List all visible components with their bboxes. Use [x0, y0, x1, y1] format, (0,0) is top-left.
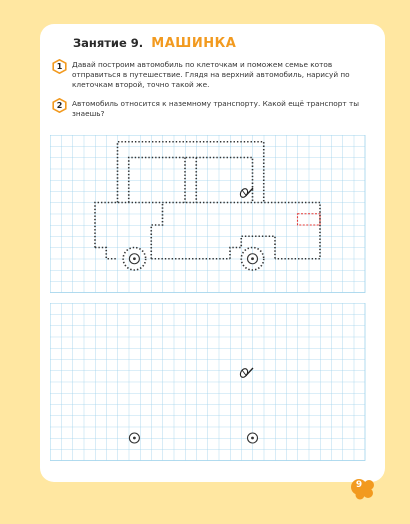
lesson-title: МАШИНКА — [151, 36, 237, 51]
task-number-badge — [52, 98, 67, 113]
page-number: 9 — [355, 480, 363, 490]
task-text: Давай построим автомобиль по клеточкам и поможем семье котов отправиться в путешествие. Глядя на верхний автомобиль, нарисуй по клеточкам второй, точно такой же. — [72, 60, 350, 89]
task-number-badge — [52, 59, 67, 74]
drawing-grid-svg — [50, 303, 366, 465]
lesson-header — [73, 32, 236, 51]
sample-car-grid — [50, 135, 366, 301]
drawing-grid[interactable] — [50, 303, 366, 469]
task-number: 2 — [56, 101, 63, 110]
task-number: 1 — [56, 62, 63, 71]
sample-grid-svg — [50, 135, 366, 297]
worksheet-page — [40, 24, 385, 482]
task-text: Автомобиль относится к наземному транспорту. Какой ещё транспорт ты знаешь? — [72, 99, 359, 118]
page-number-badge — [349, 477, 377, 501]
lesson-number: Занятие 9. — [73, 36, 144, 50]
